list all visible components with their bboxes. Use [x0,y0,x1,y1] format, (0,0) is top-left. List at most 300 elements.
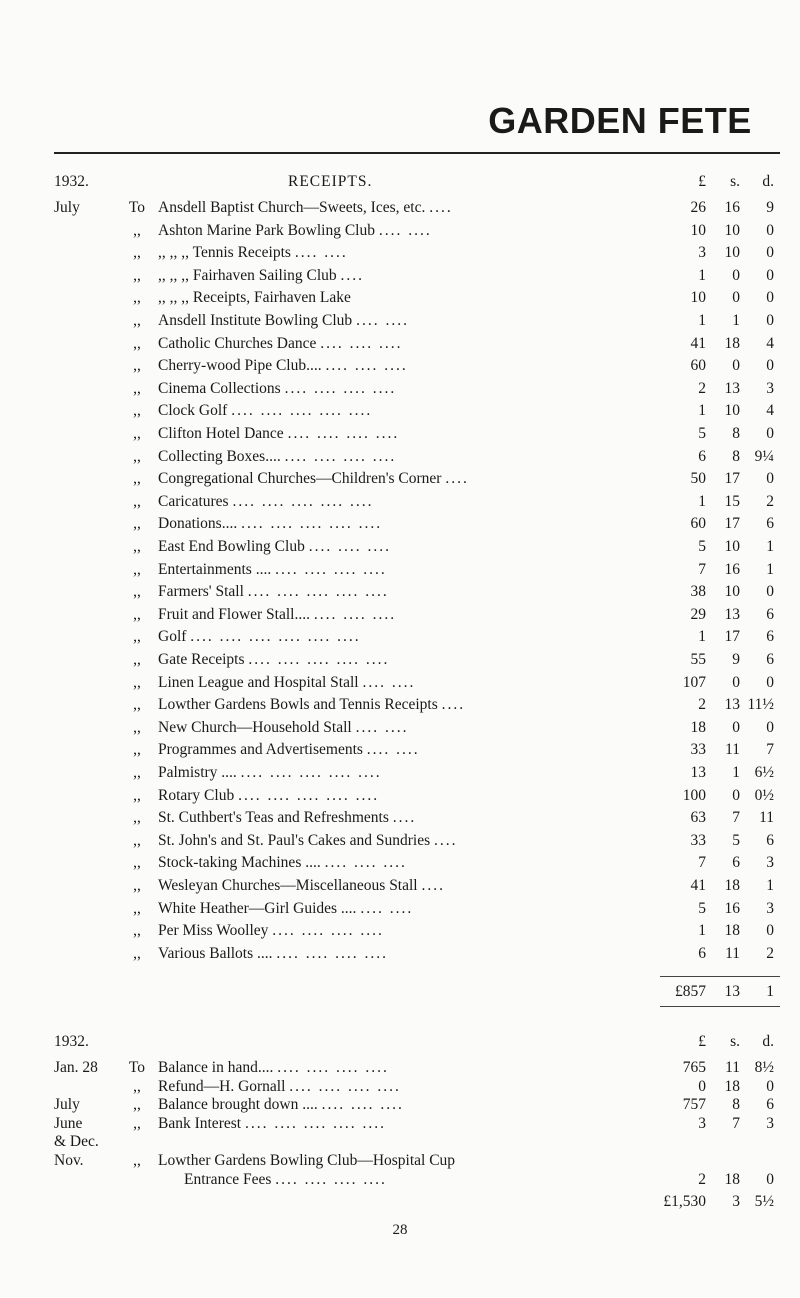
row-date: July [54,199,80,216]
row-description-text: Refund—H. Gornall [158,1077,286,1095]
row-pounds: 2 [698,1170,706,1188]
row-prefix: ,, [133,651,141,668]
row-leader-dots: .... [429,199,453,216]
table-row [0,378,800,400]
row-description [158,333,658,355]
row-description [158,513,658,535]
row-pence: 2 [766,944,774,962]
table-row [0,287,800,309]
table-row [0,197,800,219]
row-shillings: 15 [724,492,740,510]
row-shillings: 11 [725,1059,740,1076]
row-pounds: 5 [698,425,706,442]
row-description [158,807,658,829]
row-shillings: 1 [732,764,740,781]
row-description-text: Clock Golf [158,402,228,420]
receipts-heading: RECEIPTS. [288,173,373,190]
row-description [158,920,658,942]
row-leader-dots: .... .... .... .... .... [247,583,389,601]
row-shillings: 17 [724,470,740,488]
table-row [0,717,800,739]
row-prefix: ,, [133,560,141,578]
row-shillings: 8 [732,447,740,465]
row-pounds: 3 [698,1114,706,1132]
row-pence: 1 [766,538,774,555]
balance-total-row [0,1191,800,1213]
row-description [158,536,658,558]
receipts-year: 1932. [54,173,89,190]
row-leader-dots: .... .... [294,244,348,262]
row-prefix: ,, [133,741,141,759]
row-prefix: ,, [133,718,141,736]
row-shillings: 10 [724,538,740,555]
table-row [0,265,800,287]
row-pounds: 2 [698,379,706,397]
row-shillings: 7 [732,809,740,827]
row-pence: 1 [766,560,774,578]
row-pounds: 10 [690,289,706,307]
row-prefix: ,, [133,492,141,510]
row-shillings: 17 [724,628,740,646]
row-description-text: Ansdell Institute Bowling Club [158,312,353,329]
row-pence: 8½ [754,1059,774,1076]
row-leader-dots: .... [392,809,417,827]
row-leader-dots: .... .... .... .... .... [241,515,383,533]
row-leader-dots: .... .... .... .... [289,1077,401,1095]
row-leader-dots: .... .... .... [320,334,403,352]
row-pounds: 107 [682,673,706,691]
row-pounds: 6 [698,447,706,465]
row-leader-dots: .... [421,877,445,894]
row-pence: 0 [766,312,774,329]
table-row [0,581,800,603]
row-prefix: ,, [133,673,141,691]
row-shillings: 18 [724,922,740,940]
table-row [0,491,800,513]
row-description-text: ,, ,, ,, Fairhaven Sailing Club [158,266,337,284]
table-row [0,220,800,242]
table-row [0,852,800,874]
row-shillings: 18 [724,1077,740,1095]
row-shillings: 13 [724,696,740,714]
row-description-text: Lowther Gardens Bowling Club—Hospital Cup [158,1152,456,1169]
row-shillings: 17 [724,515,740,533]
row-leader-dots: .... .... .... .... .... [238,786,380,804]
row-shillings: 0 [732,289,740,307]
row-prefix: ,, [133,1152,141,1169]
row-leader-dots: .... .... [362,673,416,691]
row-pence: 0½ [754,786,774,804]
row-pounds: 2 [698,696,706,714]
row-prefix: ,, [133,944,141,962]
row-prefix: ,, [133,357,141,375]
row-pounds: 5 [698,899,706,917]
row-pence: 6 [766,651,774,668]
row-prefix: ,, [133,854,141,872]
row-pence: 0 [766,922,774,940]
row-pounds: 1 [698,312,706,329]
row-pence: 0 [766,289,774,307]
row-prefix: ,, [133,289,141,307]
row-leader-dots: .... .... .... .... .... [248,651,390,668]
row-prefix: ,, [133,402,141,420]
balance-col-shillings: s. [730,1033,740,1050]
row-shillings: 16 [724,199,740,216]
row-description [158,423,658,445]
row-description-text: White Heather—Girl Guides .... [158,899,357,917]
row-pence: 7 [766,741,774,759]
row-date: July [54,1096,80,1114]
row-prefix: ,, [133,605,141,623]
row-description-text: Donations.... [158,515,238,533]
row-pounds: 1 [698,266,706,284]
row-shillings: 18 [724,877,740,894]
row-prefix: To [128,199,146,216]
row-prefix: ,, [133,1114,141,1132]
table-row [0,513,800,535]
row-description [158,242,658,264]
row-description-text: Palmistry .... [158,764,237,781]
row-leader-dots: .... .... .... [313,605,397,623]
row-description-text: St. John's and St. Paul's Cakes and Sundries [158,831,431,849]
row-pence: 6 [766,831,774,849]
table-row [0,242,800,264]
row-pounds: 60 [690,515,706,533]
row-shillings: 11 [725,944,740,962]
row-description-text: Cinema Collections [158,379,281,397]
balance-total-shillings: 3 [732,1193,740,1210]
row-shillings: 16 [724,560,740,578]
receipts-total-pence: 1 [766,983,774,1000]
row-description [158,197,658,219]
row-prefix: ,, [133,899,141,917]
row-description [158,739,658,761]
row-description [158,581,658,603]
row-date: Jan. 28 [54,1059,98,1076]
row-shillings: 8 [732,1096,740,1114]
row-pounds: 13 [690,764,706,781]
row-shillings: 10 [724,402,740,420]
row-shillings: 7 [732,1114,740,1132]
row-leader-dots: .... .... .... .... [284,447,397,465]
row-pence: 6 [766,515,774,533]
col-pounds: £ [698,173,706,190]
col-pence: d. [762,173,774,190]
row-description [158,491,658,513]
row-description-text: Wesleyan Churches—Miscellaneous Stall [158,877,418,894]
row-pounds: 41 [690,334,706,352]
row-leader-dots: .... [445,470,469,488]
row-pence: 6 [766,605,774,623]
row-pence: 9¼ [754,447,774,465]
row-shillings: 13 [724,379,740,397]
table-row [0,310,800,332]
table-row [0,920,800,942]
receipts-total-row [0,981,800,1003]
row-prefix: ,, [133,922,141,940]
row-leader-dots: .... .... .... .... .... [232,492,374,510]
row-prefix: ,, [133,221,141,239]
row-leader-dots: .... .... .... .... .... [240,764,382,781]
row-prefix: ,, [133,379,141,397]
row-description-text: Clifton Hotel Dance [158,425,284,442]
row-description-text: St. Cuthbert's Teas and Refreshments [158,809,389,827]
row-pounds: 1 [698,628,706,646]
row-description [158,559,658,581]
table-row [0,943,800,965]
row-leader-dots: .... [433,831,458,849]
row-description-text: Ashton Marine Park Bowling Club [158,221,375,239]
row-pounds: 1 [698,492,706,510]
row-description-text: Linen League and Hospital Stall [158,673,359,691]
row-description-text: Fruit and Flower Stall.... [158,605,310,623]
row-pence: 3 [766,379,774,397]
row-leader-dots: .... .... .... [321,1096,404,1114]
table-row [0,333,800,355]
table-row [0,694,800,716]
row-description [158,265,658,287]
row-pence: 0 [766,266,774,284]
row-pounds: 63 [690,809,706,827]
row-prefix: ,, [133,628,141,646]
balance-total-pence: 5½ [754,1193,774,1210]
row-description-text: Various Ballots .... [158,944,273,962]
table-row [0,739,800,761]
row-leader-dots: .... .... [366,741,420,759]
receipts-total-rule [660,976,780,977]
row-description-text: Bank Interest [158,1114,242,1132]
row-leader-dots: .... .... [378,221,432,239]
row-pounds: 1 [698,402,706,420]
table-row [0,672,800,694]
table-row [0,762,800,784]
row-description-text: Catholic Churches Dance [158,334,317,352]
row-description-text: Per Miss Woolley [158,922,269,940]
row-description-text: ,, ,, ,, Tennis Receipts [158,244,291,262]
row-leader-dots: .... .... .... .... [276,944,389,962]
row-description-text: Entrance Fees [184,1170,272,1188]
row-description-text: Collecting Boxes.... [158,447,281,465]
row-shillings: 18 [724,1170,740,1188]
row-description [158,468,658,490]
row-description-text: Lowther Gardens Bowls and Tennis Receipts [158,696,438,714]
row-description [158,220,658,242]
row-pounds: 757 [682,1096,706,1114]
row-pence: 6 [766,628,774,646]
row-shillings: 9 [732,651,740,668]
row-prefix: ,, [133,334,141,352]
row-pence: 0 [766,425,774,442]
row-leader-dots: .... .... .... [325,357,408,375]
row-description [158,400,658,422]
row-prefix: ,, [133,1077,141,1095]
row-leader-dots: .... .... .... .... .... [244,1114,386,1132]
table-row [0,875,800,897]
row-pence: 6½ [754,764,774,781]
row-leader-dots: .... [441,696,466,714]
row-shillings: 0 [732,786,740,804]
row-leader-dots: .... .... .... [324,854,407,872]
row-prefix: ,, [133,877,141,894]
row-prefix: To [128,1059,146,1076]
receipts-total-pounds: £857 [675,983,706,1000]
row-prefix: ,, [133,447,141,465]
row-pence: 4 [766,334,774,352]
row-leader-dots: .... .... .... .... .... [231,402,373,420]
row-description-text: Entertainments .... [158,560,272,578]
row-leader-dots: .... .... .... .... [284,379,397,397]
row-pounds: 60 [690,357,706,375]
row-description-text: Rotary Club [158,786,235,804]
row-pence: 0 [766,244,774,262]
row-pence: 11½ [747,696,774,714]
row-pounds: 3 [698,244,706,262]
row-description-text: Farmers' Stall [158,583,244,601]
balance-col-pence: d. [762,1033,774,1050]
row-description [158,446,658,468]
row-leader-dots: .... [340,266,365,284]
table-row [0,604,800,626]
row-shillings: 13 [724,605,740,623]
row-pence: 3 [766,899,774,917]
receipts-header [0,171,800,193]
row-leader-dots: .... .... .... .... [275,1170,387,1188]
row-description [158,649,658,671]
row-prefix: ,, [133,696,141,714]
receipts-total-shillings: 13 [724,983,740,1000]
row-prefix: ,, [133,515,141,533]
balance-total-pounds: £1,530 [663,1193,706,1210]
row-leader-dots: .... .... .... .... [275,560,387,578]
row-pounds: 1 [698,922,706,940]
row-pence: 0 [766,673,774,691]
row-leader-dots: .... .... .... .... .... .... [190,628,361,646]
row-prefix: ,, [133,425,141,442]
row-shillings: 0 [732,718,740,736]
row-pounds: 50 [690,470,706,488]
row-pounds: 29 [690,605,706,623]
table-row [0,1169,800,1191]
row-date: & Dec. [54,1133,99,1151]
balance-col-pounds: £ [698,1033,706,1050]
row-description-text: Congregational Churches—Children's Corner [158,470,442,488]
row-pounds: 33 [690,831,706,849]
row-description [158,762,658,784]
row-leader-dots: .... .... .... .... [272,922,384,940]
row-pence: 0 [766,718,774,736]
row-description [158,785,658,807]
row-description [158,852,658,874]
row-pounds: 100 [682,786,706,804]
row-prefix: ,, [133,266,141,284]
row-shillings: 10 [724,244,740,262]
row-description [184,1169,684,1191]
row-shillings: 0 [732,266,740,284]
row-description [158,830,658,852]
row-shillings: 10 [724,583,740,601]
row-prefix: ,, [133,764,141,781]
row-pounds: 41 [690,877,706,894]
row-leader-dots: .... .... [356,312,409,329]
row-description [158,717,658,739]
row-shillings: 0 [732,673,740,691]
row-description-text: Gate Receipts [158,651,245,668]
row-pounds: 765 [682,1059,706,1076]
row-prefix: ,, [133,312,141,329]
table-row [0,807,800,829]
row-description-text: Balance brought down .... [158,1096,318,1114]
row-pence: 1 [766,877,774,894]
table-row [0,626,800,648]
row-pence: 6 [766,1096,774,1114]
row-prefix: ,, [133,831,141,849]
col-shillings: s. [730,173,740,190]
receipts-total-underline [660,1006,780,1007]
table-row [0,423,800,445]
row-description [158,626,658,648]
row-shillings: 6 [732,854,740,872]
row-shillings: 5 [732,831,740,849]
row-description-text: Ansdell Baptist Church—Sweets, Ices, etc. [158,199,426,216]
row-description [158,875,658,897]
balance-header [0,1031,800,1053]
row-pounds: 7 [698,854,706,872]
row-description-text: New Church—Household Stall [158,718,352,736]
row-description [158,378,658,400]
row-shillings: 18 [724,334,740,352]
row-description-text: Stock-taking Machines .... [158,854,321,872]
table-row [0,355,800,377]
row-pounds: 5 [698,538,706,555]
row-description-text: East End Bowling Club [158,538,305,555]
title-rule [54,152,780,154]
row-description-text: Balance in hand.... [158,1059,274,1076]
row-shillings: 16 [724,899,740,917]
table-row [0,400,800,422]
balance-year: 1932. [54,1033,89,1050]
row-description [158,672,658,694]
row-prefix: ,, [133,583,141,601]
table-row [0,559,800,581]
row-description-text: Programmes and Advertisements [158,741,363,759]
table-row [0,785,800,807]
row-pence: 11 [759,809,774,827]
row-pounds: 6 [698,944,706,962]
row-date: June [54,1114,83,1132]
row-pounds: 18 [690,718,706,736]
row-pounds: 10 [690,221,706,239]
row-description [158,943,658,965]
row-pence: 3 [766,854,774,872]
row-description-text: Caricatures [158,492,229,510]
row-pence: 0 [766,1170,774,1188]
row-pence: 2 [766,492,774,510]
row-pence: 0 [766,221,774,239]
row-prefix: ,, [133,786,141,804]
table-row [0,830,800,852]
row-shillings: 8 [732,425,740,442]
row-description [158,694,658,716]
row-pounds: 33 [690,741,706,759]
table-row [0,649,800,671]
row-pence: 4 [766,402,774,420]
row-prefix: ,, [133,538,141,555]
row-leader-dots: .... .... .... [308,538,391,555]
row-prefix: ,, [133,1096,141,1114]
row-pence: 0 [766,357,774,375]
row-prefix: ,, [133,244,141,262]
row-leader-dots: .... .... [355,718,409,736]
